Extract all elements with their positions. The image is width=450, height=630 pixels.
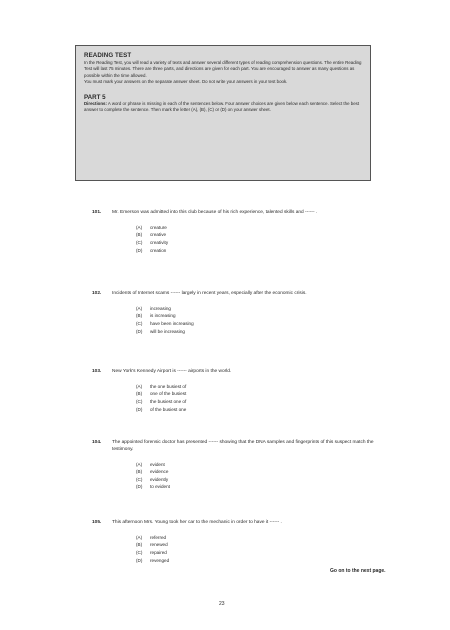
question-number: 104. <box>92 440 102 445</box>
question-stem: This afternoon Mrs. Young took her car to the mechanic in order to have it ------ . <box>112 520 282 525</box>
answer-option-a[interactable] <box>136 305 392 313</box>
option-letter: (A) <box>136 224 143 230</box>
question-stem: The appointed forensic doctor has presented ------ showing that the DNA samples and fingerprints of this suspect match the testimony. <box>112 440 374 452</box>
answer-sheet-note: You must mark your answers on the separate answer sheet. Do not write your answers in your test book. <box>84 79 288 85</box>
answer-option-b[interactable] <box>136 468 392 476</box>
option-text: the busiest one of <box>150 398 187 404</box>
option-letter: (B) <box>136 469 143 475</box>
part-directions <box>84 101 362 114</box>
option-letter: (C) <box>136 239 143 245</box>
directions-text: A word or phrase is missing in each of the sentences below. Four answer choices are given below each sentence. Select the best answer to complete the sentence. Then mark the letter (A), (B), (C) or (D) on your answer sheet. <box>84 100 360 113</box>
answer-option-c[interactable] <box>136 320 392 328</box>
option-letter: (D) <box>136 484 143 490</box>
option-text: of the busiest one <box>150 406 187 412</box>
answer-option-d[interactable] <box>136 483 392 491</box>
option-letter: (D) <box>136 406 143 412</box>
option-letter: (C) <box>136 476 143 482</box>
answer-options <box>136 224 392 254</box>
option-letter: (D) <box>136 557 143 563</box>
option-letter: (D) <box>136 328 143 334</box>
option-letter: (A) <box>136 383 143 389</box>
answer-option-c[interactable] <box>136 239 392 247</box>
option-text: creature <box>150 224 167 230</box>
answer-option-a[interactable] <box>136 534 392 542</box>
question-103 <box>92 369 392 413</box>
answer-option-d[interactable] <box>136 328 392 336</box>
option-letter: (C) <box>136 398 143 404</box>
option-text: the one busiest of <box>150 383 187 389</box>
answer-option-a[interactable] <box>136 383 392 391</box>
answer-option-d[interactable] <box>136 406 392 414</box>
option-text: increasing <box>150 305 171 311</box>
question-number: 105. <box>92 520 102 525</box>
option-letter: (C) <box>136 549 143 555</box>
option-text: creation <box>150 247 167 253</box>
answer-option-d[interactable] <box>136 247 392 255</box>
answer-option-b[interactable] <box>136 231 392 239</box>
answer-option-c[interactable] <box>136 398 392 406</box>
answer-option-b[interactable] <box>136 312 392 320</box>
answer-options <box>136 383 392 413</box>
option-text: one of the busiest <box>150 391 187 397</box>
answer-option-a[interactable] <box>136 461 392 469</box>
option-letter: (A) <box>136 534 143 540</box>
option-letter: (A) <box>136 305 143 311</box>
option-text: creative <box>150 232 167 238</box>
part-title: PART 5 <box>84 93 106 101</box>
answer-options <box>136 461 392 491</box>
question-number: 102. <box>92 291 102 296</box>
next-page-note: Go on to the next page. <box>330 568 386 574</box>
option-text: renewed <box>150 542 168 548</box>
question-105 <box>92 520 392 564</box>
option-text: will be increasing <box>150 328 185 334</box>
answer-option-c[interactable] <box>136 549 392 557</box>
answer-options <box>136 305 392 335</box>
option-text: have been increasing <box>150 320 194 326</box>
option-text: evident <box>150 461 165 467</box>
question-102 <box>92 291 392 335</box>
option-letter: (D) <box>136 247 143 253</box>
option-text: is increasing <box>150 313 176 319</box>
option-letter: (B) <box>136 313 143 319</box>
question-101 <box>92 210 392 254</box>
option-text: repaired <box>150 549 167 555</box>
page-number: 23 <box>219 601 225 607</box>
directions-label: Directions: <box>84 100 107 106</box>
option-text: to evident <box>150 484 170 490</box>
answer-option-b[interactable] <box>136 541 392 549</box>
answer-option-d[interactable] <box>136 557 392 565</box>
option-text: evidently <box>150 476 169 482</box>
answer-option-b[interactable] <box>136 390 392 398</box>
option-text: evidence <box>150 469 169 475</box>
question-stem: New York's Kennedy Airport is ------ airports in the world. <box>112 369 232 374</box>
option-text: creativity <box>150 239 169 245</box>
option-text: referred <box>150 534 167 540</box>
answer-options <box>136 534 392 564</box>
option-letter: (B) <box>136 391 143 397</box>
reading-test-title: READING TEST <box>84 52 132 59</box>
question-number: 103. <box>92 369 102 374</box>
option-text: revenged <box>150 557 170 563</box>
reading-test-intro-box <box>75 45 371 181</box>
answer-option-c[interactable] <box>136 476 392 484</box>
option-letter: (A) <box>136 461 143 467</box>
question-104 <box>92 440 392 491</box>
question-stem: Mr. Emerson was admitted into this club because of his rich experience, talented skills and ------ . <box>112 210 318 215</box>
intro-paragraph: In the Reading Test, you will read a variety of texts and answer several different types of reading comprehension questions. The entire Reading Test will last 75 minutes. There are three parts, and directions are given for each part. You are encouraged to answer as many questions as possible within the time allowed. <box>84 60 362 78</box>
option-letter: (B) <box>136 232 143 238</box>
question-number: 101. <box>92 210 102 215</box>
answer-option-a[interactable] <box>136 224 392 232</box>
question-stem: Incidents of Internet scams ------ largely in recent years, especially after the economic crisis. <box>112 291 307 296</box>
option-letter: (C) <box>136 320 143 326</box>
option-letter: (B) <box>136 542 143 548</box>
